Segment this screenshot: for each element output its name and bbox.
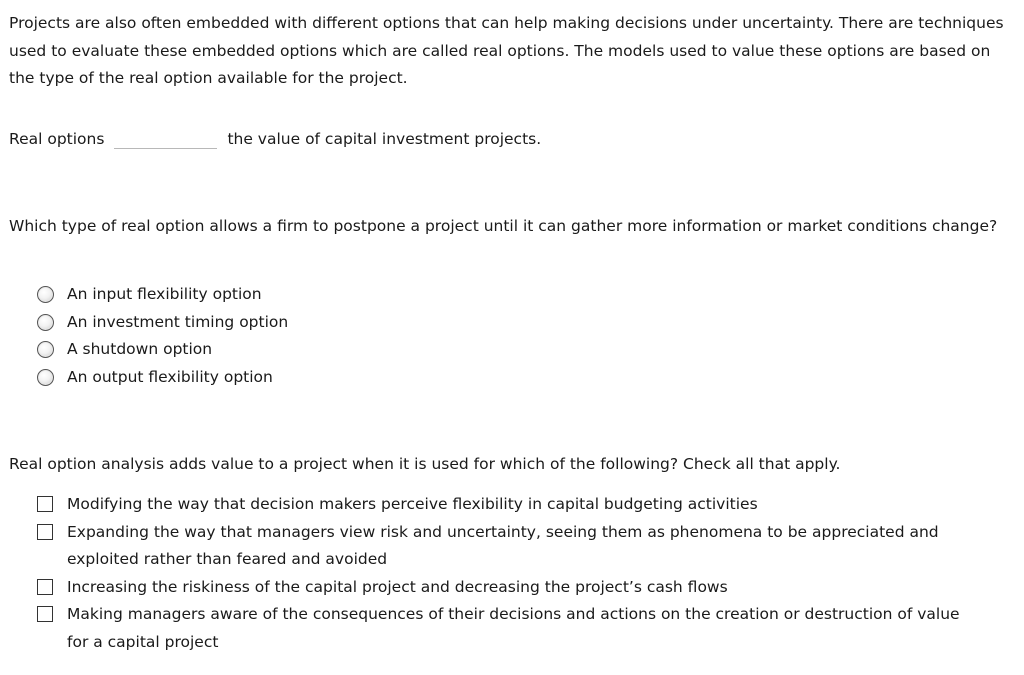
checkbox-option-label[interactable]: Increasing the riskiness of the capital project and decreasing the project’s cash flows bbox=[67, 577, 728, 596]
question-2-options bbox=[37, 281, 288, 391]
question-2-prompt: Which type of real option allows a firm to postpone a project until it can gather more information or market conditions change? bbox=[9, 217, 998, 235]
radio-option-label[interactable]: An input flexibility option bbox=[67, 285, 262, 303]
intro-paragraph: Projects are also often embedded with different options that can help making decisions under uncertainty. There are techniques used to evaluate these embedded options which are called real options. The models used to value these options are based on the type of the real option available for the project. bbox=[9, 14, 1004, 87]
checkbox[interactable] bbox=[37, 496, 53, 512]
radio-option-label[interactable]: A shutdown option bbox=[67, 340, 213, 358]
checkbox-option[interactable] bbox=[37, 491, 977, 519]
checkbox-option[interactable] bbox=[37, 601, 977, 656]
fill-in-prefix: Real options bbox=[9, 130, 105, 148]
radio-button[interactable] bbox=[37, 341, 54, 358]
fill-in-blank-input[interactable] bbox=[114, 126, 217, 149]
question-3-prompt: Real option analysis adds value to a project when it is used for which of the following? Check all that apply. bbox=[9, 455, 841, 473]
question-3-options bbox=[37, 491, 977, 656]
radio-option[interactable] bbox=[37, 281, 288, 309]
radio-option[interactable] bbox=[37, 309, 288, 337]
radio-button[interactable] bbox=[37, 286, 54, 303]
checkbox-option-label[interactable]: Expanding the way that managers view risk and uncertainty, seeing them as phenomena to be appreciated and exploited rather than feared and avoided bbox=[67, 522, 939, 568]
radio-button[interactable] bbox=[37, 369, 54, 386]
checkbox-option-label[interactable]: Modifying the way that decision makers perceive flexibility in capital budgeting activities bbox=[67, 495, 758, 513]
checkbox[interactable] bbox=[37, 606, 53, 622]
checkbox[interactable] bbox=[37, 524, 53, 540]
fill-in-sentence bbox=[9, 126, 541, 153]
radio-option-label[interactable]: An investment timing option bbox=[67, 312, 289, 331]
checkbox-option[interactable] bbox=[37, 519, 977, 574]
checkbox-option-label[interactable]: Making managers aware of the consequences of their decisions and actions on the creation or destruction of value for a capital project bbox=[67, 605, 960, 651]
checkbox[interactable] bbox=[37, 579, 53, 595]
fill-in-suffix: the value of capital investment projects. bbox=[227, 130, 542, 148]
checkbox-option[interactable] bbox=[37, 574, 977, 602]
radio-option[interactable] bbox=[37, 336, 288, 364]
radio-button[interactable] bbox=[37, 314, 54, 331]
radio-option-label[interactable]: An output flexibility option bbox=[67, 367, 273, 386]
radio-option[interactable] bbox=[37, 364, 288, 392]
